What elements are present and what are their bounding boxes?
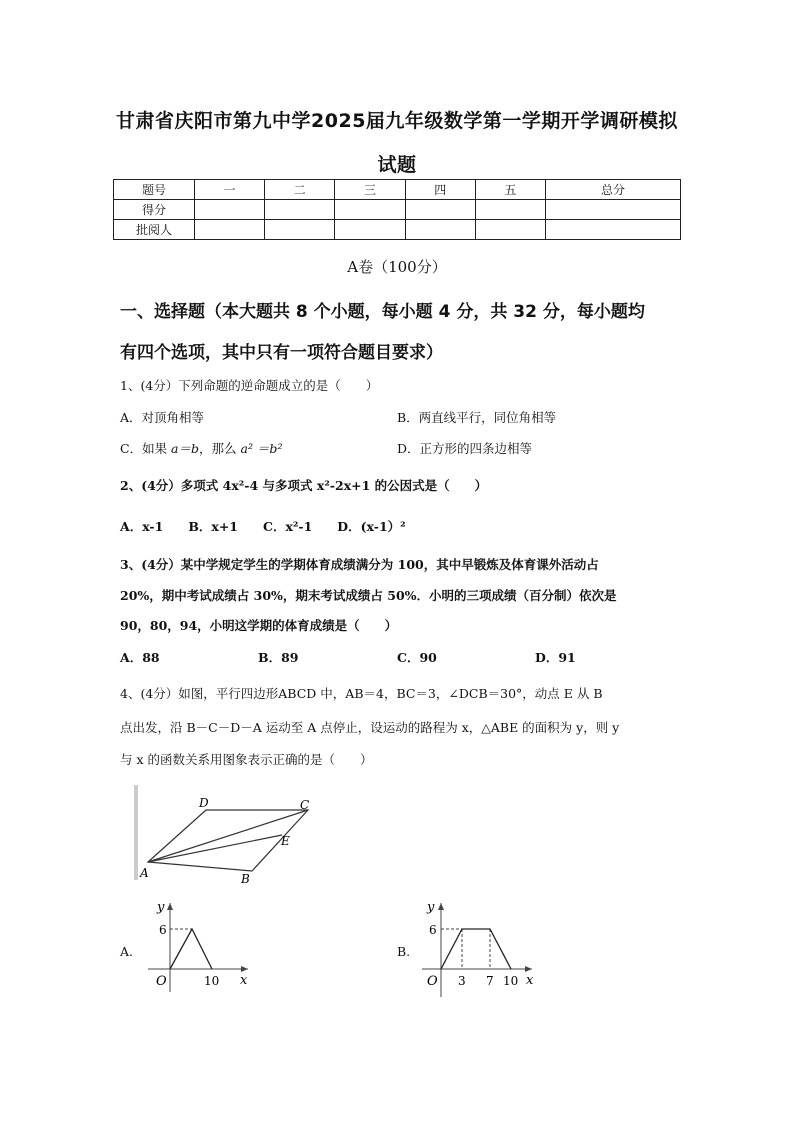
q3-line3: 90，80，94，小明这学期的体育成绩是（ ） — [120, 618, 398, 633]
section-a-heading: A卷（100分） — [347, 258, 447, 276]
label-a: A — [140, 866, 149, 880]
label-d: D — [199, 796, 209, 810]
score-cell — [546, 200, 681, 220]
q1-option-a: A．对顶角相等 — [120, 410, 205, 425]
x-tick-7: 7 — [486, 974, 494, 988]
score-cell — [195, 220, 265, 240]
segment-ae — [148, 835, 282, 862]
score-header-cell: 二 — [265, 180, 335, 200]
score-header-cell: 三 — [335, 180, 405, 200]
y-tick-6: 6 — [429, 923, 437, 937]
y-label: y — [157, 900, 165, 915]
q1-option-b: B．两直线平行，同位角相等 — [397, 410, 557, 425]
graph-line — [441, 929, 511, 969]
score-header-cell: 五 — [475, 180, 545, 200]
score-cell — [335, 200, 405, 220]
q1-option-c-mid: ，那么 — [199, 441, 241, 456]
score-row-label: 得分 — [114, 200, 195, 220]
x-tick-3: 3 — [458, 974, 466, 988]
q1-option-c — [120, 439, 282, 457]
q2-options: A．x-1 B．x+1 C．x²-1 D．(x-1）² — [120, 519, 406, 534]
q1-option-c-math2: a² ＝b² — [240, 441, 283, 456]
score-row-label: 批阅人 — [114, 220, 195, 240]
q4-option-b-label: B. — [397, 944, 411, 959]
label-c: C — [300, 798, 310, 812]
q2-stem: 2、(4分）多项式 4x²-4 与多项式 x²-2x+1 的公因式是（ ） — [120, 478, 488, 493]
score-cell — [546, 220, 681, 240]
q4-graph-a — [140, 897, 260, 997]
origin-label: O — [156, 974, 167, 989]
parallelogram-figure — [128, 785, 328, 890]
y-axis-arrow — [167, 903, 173, 910]
page-title: 甘肃省庆阳市第九中学2025届九年级数学第一学期开学调研模拟 — [116, 110, 678, 132]
q3-option-c: C．90 — [397, 650, 437, 665]
y-tick-6: 6 — [159, 923, 167, 937]
score-cell — [475, 200, 545, 220]
score-cell — [265, 200, 335, 220]
score-cell — [195, 200, 265, 220]
part1-heading-line2: 有四个选项，其中只有一项符合题目要求） — [120, 343, 443, 363]
x-tick-10: 10 — [204, 974, 220, 988]
q3-option-a: A．88 — [120, 650, 160, 665]
score-cell — [405, 220, 475, 240]
q3-line1: 3、(4分）某中学规定学生的学期体育成绩满分为 100，其中早锻炼及体育课外活动占 — [120, 557, 599, 572]
q4-line2: 点出发，沿 B－C－D－A 运动至 A 点停止，设运动的路程为 x，△ABE 的面积为 y，则 y — [120, 720, 620, 735]
score-cell — [265, 220, 335, 240]
score-header-cell: 总分 — [546, 180, 681, 200]
x-label: x — [526, 973, 534, 988]
y-axis-arrow — [438, 903, 444, 910]
y-label: y — [427, 900, 435, 915]
q1-option-c-math1: a＝b — [171, 441, 200, 456]
x-axis-arrow — [525, 966, 532, 972]
score-header-cell: 四 — [405, 180, 475, 200]
q3-option-d: D．91 — [535, 650, 576, 665]
q4-line1: 4、(4分）如图，平行四边形ABCD 中，AB＝4，BC＝3，∠DCB＝30°，动点 E 从 B — [120, 686, 603, 701]
q4-line3: 与 x 的函数关系用图象表示正确的是（ ） — [120, 752, 373, 767]
table-row — [114, 200, 681, 220]
score-table — [113, 179, 681, 240]
q1-option-d: D．正方形的四条边相等 — [397, 441, 533, 456]
page-title-line2: 试题 — [377, 154, 417, 176]
score-cell — [335, 220, 405, 240]
x-axis-arrow — [241, 966, 248, 972]
part1-heading-line1: 一、选择题（本大题共 8 个小题，每小题 4 分，共 32 分，每小题均 — [120, 302, 645, 322]
score-header-cell: 题号 — [114, 180, 195, 200]
label-e: E — [281, 834, 290, 848]
q1-option-c-prefix: C．如果 — [120, 441, 172, 456]
score-cell — [475, 220, 545, 240]
score-table-header — [114, 180, 681, 200]
q3-line2: 20%，期中考试成绩占 30%，期末考试成绩占 50%．小明的三项成绩（百分制）依次是 — [120, 588, 617, 603]
q4-option-a-label: A. — [120, 944, 134, 959]
table-row — [114, 220, 681, 240]
graph-line — [170, 929, 212, 969]
origin-label: O — [427, 974, 438, 989]
score-header-cell: 一 — [195, 180, 265, 200]
q1-stem: 1、(4分）下列命题的逆命题成立的是（ ） — [120, 378, 379, 393]
score-cell — [405, 200, 475, 220]
x-label: x — [240, 973, 248, 988]
q3-option-b: B．89 — [258, 650, 299, 665]
label-b: B — [241, 872, 250, 886]
x-tick-10: 10 — [503, 974, 519, 988]
q4-graph-b — [414, 897, 544, 1002]
